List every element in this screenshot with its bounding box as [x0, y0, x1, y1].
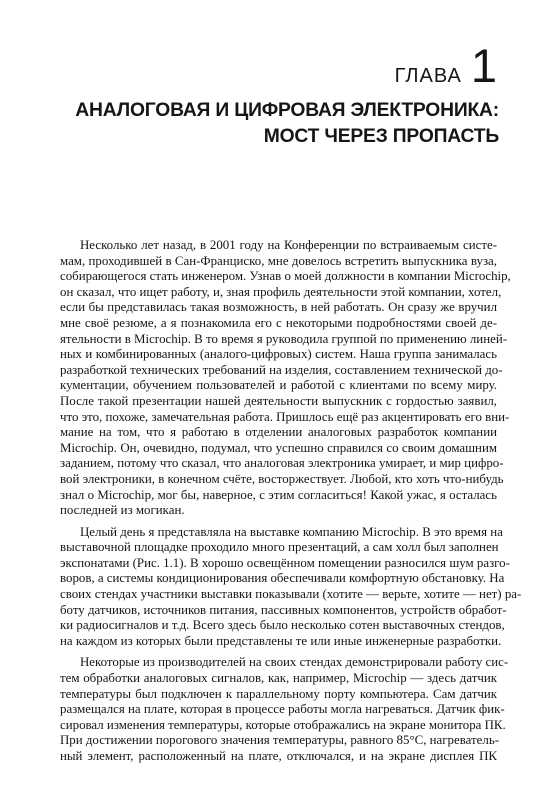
- text-line: мне своё резюме, а я познакомила его с некоторыми подробностями своей де-: [60, 315, 497, 330]
- text-line: выставочной площадке проходило много презентаций, а сам холл был заполнен: [60, 540, 499, 555]
- paragraph: [60, 655, 509, 764]
- text-line: знал о Microchip, мог бы, наверное, с этим согласиться! Какой ужас, я осталась: [60, 487, 497, 502]
- text-line: кументации, обучением пользователей и работой с клиентами по всему миру.: [60, 378, 497, 393]
- text-line: ки радиосигналов и т.д. Всего здесь было несколько сотен выставочных стендов,: [60, 618, 505, 633]
- text-line: размещался на плате, которая в процессе работы могла нагреваться. Датчик фик-: [60, 702, 505, 717]
- text-line: температуры был подключен к параллельному порту компьютера. Сам датчик: [60, 686, 497, 701]
- text-line: последней из могикан.: [60, 503, 185, 518]
- text-line: экспонатами (Рис. 1.1). В хорошо освещённом помещении разносился шум разго-: [60, 555, 510, 570]
- text-line: он сказал, что ищет работу, и, зная профиль деятельности этой компании, хотел,: [60, 284, 502, 299]
- text-line: После такой презентации нашей деятельности выпускник с гордостью заявил,: [60, 393, 497, 408]
- text-line: Целый день я представляла на выставке компанию Microchip. В это время на: [80, 524, 503, 539]
- text-line: на каждом из которых были представлены те или иные инженерные разработки.: [60, 633, 502, 648]
- text-line: собирающегося стать инженером. Узнав о моей должности в компании Microchip,: [60, 269, 511, 284]
- chapter-title-line: МОСТ ЧЕРЕЗ ПРОПАСТЬ: [263, 126, 499, 147]
- text-line: Некоторые из производителей на своих стендах демонстрировали работу сис-: [80, 655, 509, 670]
- text-line: что это, похоже, замечательная работа. Пришлось ещё раз акцентировать его вни-: [60, 409, 510, 424]
- text-line: ятельности в Microchip. В то время я руководила группой по применению линей-: [60, 331, 508, 346]
- text-line: мам, проходившей в Сан-Франциско, мне довелось встретить выпускника вуза,: [60, 253, 497, 268]
- body-text: [60, 238, 522, 771]
- chapter-heading: [394, 39, 497, 92]
- text-line: Microchip. Он, очевидно, подумал, что успешно справился со своим домашним: [60, 440, 497, 455]
- text-line: воров, а системы кондиционирования обеспечивали комфортную обстановку. На: [60, 571, 505, 586]
- text-line: заданием, потому что сказал, что аналоговая электроника умирает, и мир цифро-: [60, 456, 504, 471]
- chapter-title-line: АНАЛОГОВАЯ И ЦИФРОВАЯ ЭЛЕКТРОНИКА:: [75, 100, 499, 121]
- text-line: если бы представилась такая возможность, в ней работать. Он сразу же вручил: [60, 300, 497, 315]
- chapter-title: [75, 98, 499, 150]
- text-line: ных и комбинированных (аналого-цифровых) систем. Наша группа занималась: [60, 347, 497, 362]
- text-line: своих стендах участники выставки показывали (хотите — верьте, хотите — нет) ра-: [60, 587, 522, 602]
- text-line: ный элемент, расположенный на плате, отключался, и на экране дисплея ПК: [60, 749, 497, 763]
- paragraph: [60, 238, 511, 519]
- text-line: сировал изменения температуры, которые отображались на экране монитора ПК.: [60, 717, 506, 732]
- text-line: При достижении порогового значения температуры, равного 85°C, нагреватель-: [60, 733, 499, 748]
- chapter-number: 1: [470, 39, 497, 92]
- text-line: Несколько лет назад, в 2001 году на Конференции по встраиваемым систе-: [80, 238, 497, 252]
- text-line: тем обработки аналоговых сигналов, как, например, Microchip — здесь датчик: [60, 671, 497, 686]
- chapter-label: ГЛАВА: [394, 65, 462, 87]
- text-line: мание на том, что я работаю в отделении аналоговых разработок компании: [60, 425, 497, 440]
- text-line: боту датчиков, источников питания, пассивных компонентов, устройств обработ-: [60, 602, 507, 617]
- text-line: вой электроники, в конечном счёте, восторжествует. Любой, кто хоть что-нибудь: [60, 471, 504, 486]
- text-line: разработкой технических требований на изделия, составлением технической до-: [60, 362, 503, 377]
- paragraph: [60, 524, 522, 650]
